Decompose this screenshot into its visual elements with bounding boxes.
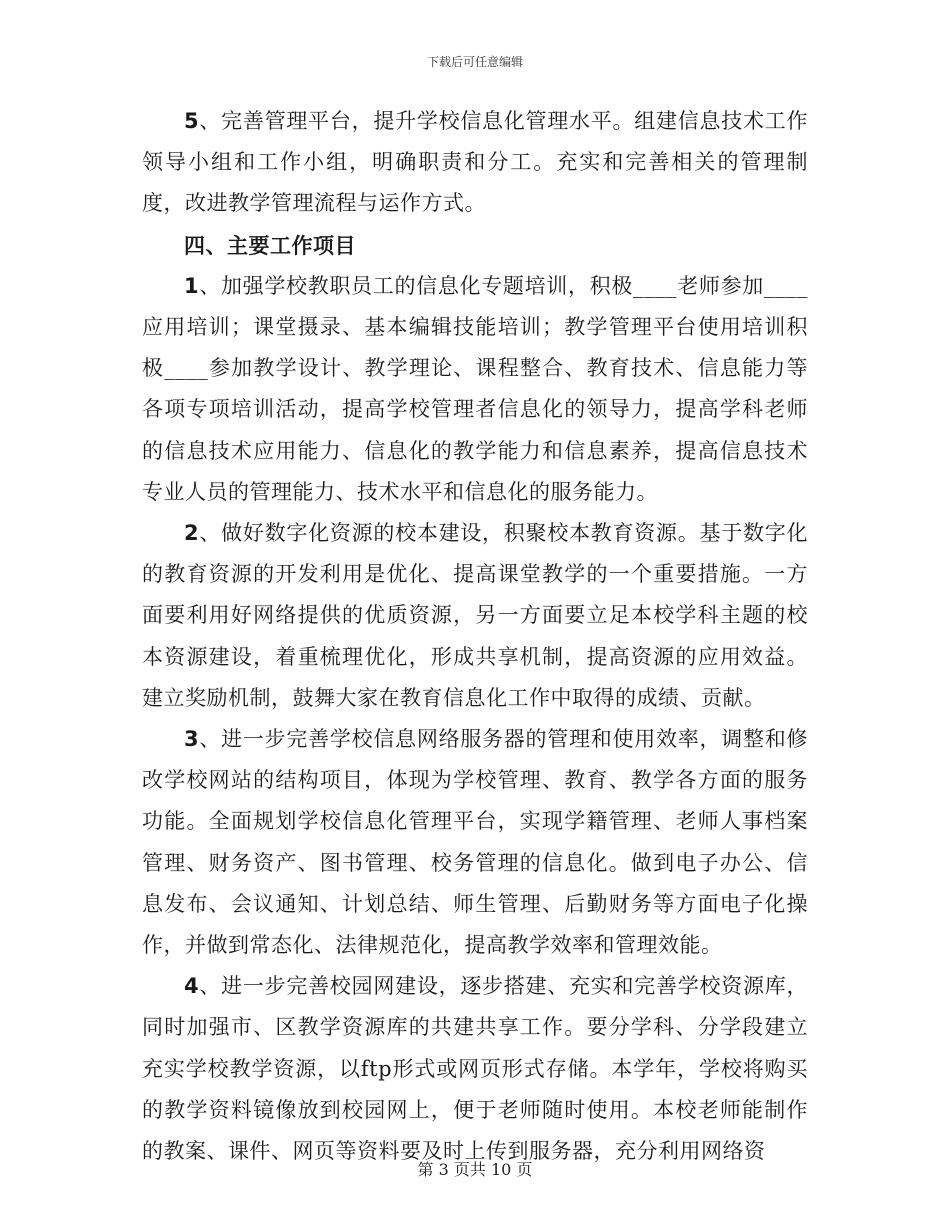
paragraph-text: 、进一步完善学校信息网络服务器的管理和使用效率，调整和修改学校网站的结构项目，体现为学校管理、教育、教学各方面的服务功能。全面规划学校信息化管理平台，实现学籍管理、老师人事档案管理、财务资产、图书管理、校务管理的信息化。做到电子办公、信息发布、会议通知、计划总结、师生管理、后勤财务等方面电子化操作，并做到常态化、法律规范化，提高教学效率和管理效能。: [142, 727, 808, 958]
document-body: [142, 101, 808, 1172]
paragraph-item-4: [142, 966, 808, 1172]
paragraph-text: 、加强学校教职员工的信息化专题培训，积极____老师参加____应用培训；课堂摄录、基本编辑技能培训；教学管理平台使用培训积极____参加教学设计、教学理论、课程整合、教育技术、信息能力等各项专项培训活动，提高学校管理者信息化的领导力，提高学科老师的信息技术应用能力、信息化的教学能力和信息素养，提高信息技术专业人员的管理能力、技术水平和信息化的服务能力。: [142, 273, 808, 504]
item-number: 4: [184, 974, 200, 999]
item-number: 2: [184, 521, 200, 546]
item-number: 3: [184, 727, 200, 752]
paragraph-item-3: [142, 719, 808, 966]
paragraph-item-5: [142, 101, 808, 225]
paragraph-text: 、进一步完善校园网建设，逐步搭建、充实和完善学校资源库，同时加强市、区教学资源库的共建共享工作。要分学科、分学段建立充实学校教学资源，以ftp形式或网页形式存储。本学年，学校将购买的教学资料镜像放到校园网上，便于老师随时使用。本校老师能制作的教案、课件、网页等资料要及时上传到服务器，充分利用网络资: [142, 974, 808, 1164]
page-header: 下载后可任意编辑: [426, 55, 523, 69]
paragraph-item-2: [142, 513, 808, 719]
paragraph-text: 、做好数字化资源的校本建设，积聚校本教育资源。基于数字化的教育资源的开发利用是优化、提高课堂教学的一个重要措施。一方面要利用好网络提供的优质资源，另一方面要立足本校学科主题的校本资源建设，着重梳理优化，形成共享机制，提高资源的应用效益。建立奖励机制，鼓舞大家在教育信息化工作中取得的成绩、贡献。: [142, 521, 808, 710]
paragraph-text: 、完善管理平台，提升学校信息化管理水平。组建信息技术工作领导小组和工作小组，明确职责和分工。充实和完善相关的管理制度，改进教学管理流程与运作方式。: [142, 109, 808, 216]
paragraph-item-1: [142, 266, 808, 513]
section-heading: 四、主要工作项目: [184, 232, 356, 258]
item-number: 1: [184, 273, 200, 298]
page-footer: 第 3 页共 10 页: [417, 1160, 533, 1179]
item-number: 5: [184, 109, 200, 133]
